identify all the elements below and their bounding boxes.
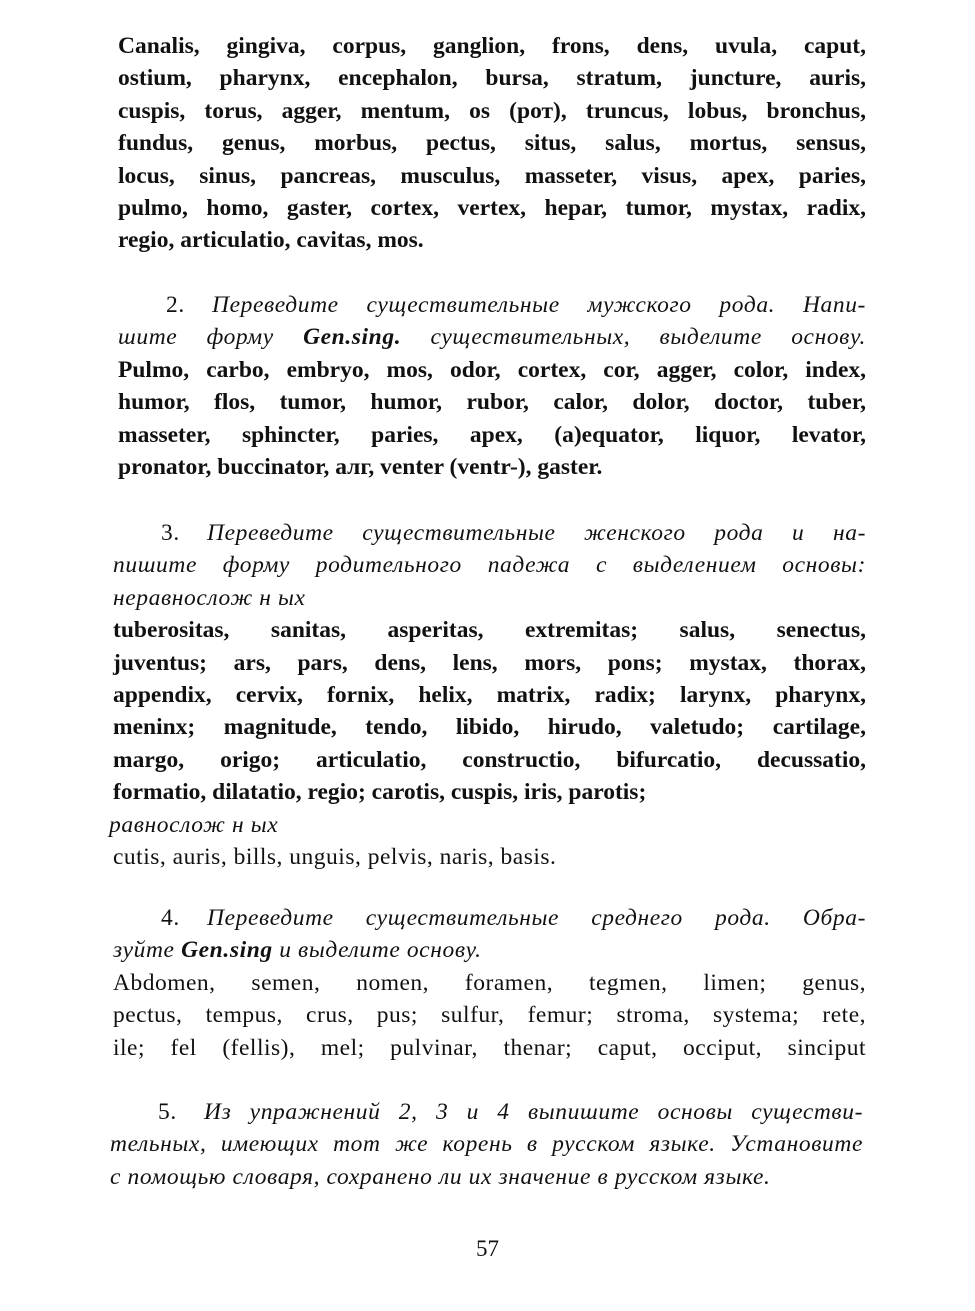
exercise-4 [113,902,866,1064]
exercise-3-words: tuberositas, sanitas, asperitas, extremitas; salus, senectus, [113,617,866,644]
intro-line: pulmo, homo, gaster, cortex, vertex, hepar, tumor, mystax, radix, [118,195,866,222]
exercise-2-words: Pulmo, carbo, embryo, mos, odor, cortex, cor, agger, color, index, [118,356,866,383]
exercise-2-words: masseter, sphincter, paries, apex, (a)equator, liquor, levator, [118,421,866,448]
exercise-5 [110,1096,863,1193]
exercise-4-instruction: 4. Переведите существительные среднего рода. Обра- [113,902,866,934]
intro-line: Canalis, gingiva, corpus, ganglion, frons, dens, uvula, caput, [118,33,866,59]
exercise-3 [109,517,866,873]
exercise-2-instruction: 2. Переведите существительные мужского рода. Напи- [118,289,866,321]
intro-word-list [118,30,866,257]
exercise-3-subheading: неравнослож н ых [113,584,306,611]
exercise-4-words: pectus, tempus, crus, pus; sulfur, femur; stroma, systema; rete, [113,1002,866,1029]
exercise-2 [118,289,866,483]
gen-sing-term: Gen.sing [181,937,273,964]
exercise-3-words: margo, origo; articulatio, constructio, bifurcatio, decussatio, [113,746,866,773]
exercise-5-instruction: 5. Из упражнений 2, 3 и 4 выпишите основы существи- [110,1096,863,1128]
exercise-4-words: Abdomen, semen, nomen, foramen, tegmen, limen; genus, [113,969,866,996]
exercise-2-words: humor, flos, tumor, humor, rubor, calor, dolor, doctor, tuber, [118,389,866,416]
intro-line: cuspis, torus, agger, mentum, os (рот), truncus, lobus, bronchus, [118,97,866,124]
exercise-3-words: formatio, dilatatio, regio; carotis, cuspis, iris, parotis; [113,779,647,806]
intro-line: locus, sinus, pancreas, musculus, masseter, visus, apex, paries, [118,162,866,189]
exercise-3-instruction: 3. Переведите существительные женского рода и на- [113,517,866,549]
exercise-2-number: 2. [166,292,185,318]
exercise-2-words: pronator, buccinator, алг, venter (ventr-), gaster. [118,454,603,481]
intro-line: fundus, genus, morbus, pectus, situs, salus, mortus, sensus, [118,130,866,157]
exercise-3-words: meninx; magnitude, tendo, libido, hirudo, valetudo; cartilage, [113,714,866,741]
exercise-3-subheading: равнослож н ых [109,811,279,838]
intro-line: ostium, pharynx, encephalon, bursa, stratum, juncture, auris, [118,65,866,92]
exercise-3-instruction: пишите форму родительного падежа с выделением основы: [113,552,866,579]
exercise-4-words: ile; fel (fellis), mel; pulvinar, thenar; caput, occiput, sinciput [113,1034,866,1061]
exercise-3-words: cutis, auris, bills, unguis, pelvis, naris, basis. [113,844,557,871]
exercise-5-number: 5. [158,1099,177,1125]
exercise-4-instruction: зуйте Gen.sing и выделите основу. [113,937,482,964]
exercise-2-instruction: шите форму Gen.sing. существительных, выделите основу. [118,324,867,351]
exercise-3-number: 3. [161,520,180,546]
intro-line: regio, articulatio, cavitas, mos. [118,227,424,254]
exercise-5-instruction: тельных, имеющих тот же корень в русском языке. Установите [110,1131,863,1158]
exercise-5-instruction: с помощью словаря, сохранено ли их значение в русском языке. [110,1163,771,1190]
exercise-3-words: juventus; ars, pars, dens, lens, mors, pons; mystax, thorax, [113,649,866,676]
exercise-4-number: 4. [161,905,180,931]
exercise-3-words: appendix, cervix, fornix, helix, matrix, radix; larynx, pharynx, [113,682,866,709]
page-number: 57 [476,1236,499,1261]
gen-sing-term: Gen.sing. [303,324,402,351]
